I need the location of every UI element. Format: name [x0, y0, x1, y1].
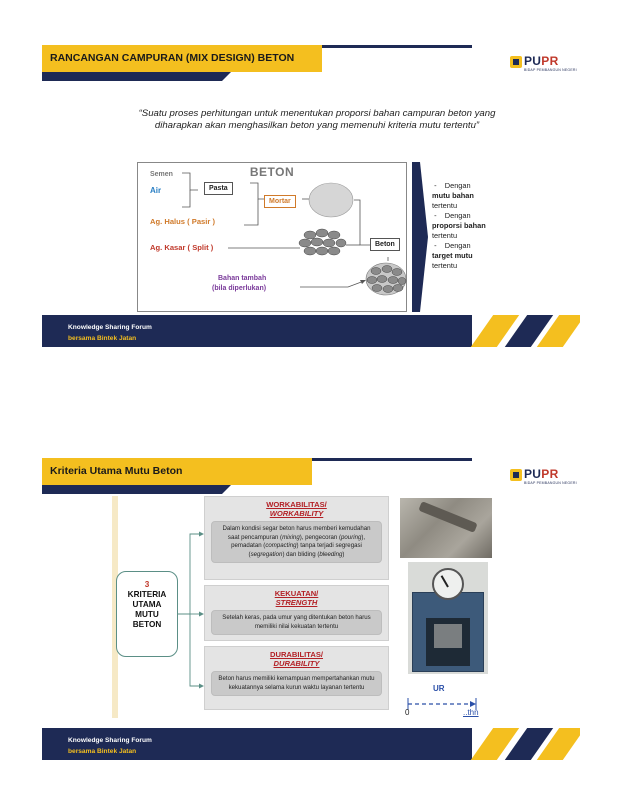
kriteria-line: UTAMA — [132, 600, 162, 609]
box-pasta: Pasta — [204, 182, 233, 195]
criteria-item: - Dengan target mutu tertentu — [432, 241, 473, 270]
compression-test-photo — [408, 562, 488, 674]
criteria-item: - Dengan mutu bahan tertentu — [432, 181, 474, 210]
slide-mix-design — [42, 45, 580, 347]
ur-timeline — [400, 680, 510, 720]
logo-text: PUPR — [524, 467, 559, 481]
panel-workability — [204, 496, 389, 580]
kriteria-number: 3 — [144, 580, 150, 589]
footer-bintek: bersama Bintek Jatan — [68, 748, 137, 755]
label-air: Air — [150, 186, 162, 195]
diagram-connectors — [138, 163, 408, 313]
header-navy-bar — [42, 72, 222, 81]
box-beton: Beton — [370, 238, 400, 251]
kriteria-line: BETON — [132, 620, 162, 629]
panel-strength — [204, 585, 389, 641]
logo-subtitle: BIDAP PEMBANGUN NEGERI — [524, 68, 577, 72]
label-bila-diperlukan: (bila diperlukan) — [212, 285, 267, 292]
mortar-image — [309, 183, 353, 217]
footer-forum: Knowledge Sharing Forum — [68, 737, 152, 744]
beton-diagram — [137, 162, 407, 312]
aside-bar — [412, 162, 420, 312]
footer-band — [42, 728, 472, 760]
slide-title: RANCANGAN CAMPURAN (MIX DESIGN) BETON — [50, 52, 295, 64]
aside-arrow — [420, 162, 428, 312]
header-navy-tip — [222, 72, 231, 81]
criteria-list — [432, 181, 522, 271]
ur-label: UR — [433, 684, 445, 693]
concrete-image — [366, 263, 406, 295]
pupr-logo — [510, 54, 577, 75]
logo-text: PUPR — [524, 54, 559, 68]
label-ag-kasar: Ag. Kasar ( Split ) — [150, 243, 214, 252]
panel-description: Beton harus memiliki kemampuan mempertahankan mutu kekuatannya selama kurun waktu layanan tertentu — [211, 671, 382, 696]
logo-subtitle: BIDAP PEMBANGUN NEGERI — [524, 481, 577, 485]
footer-bintek: bersama Bintek Jatan — [68, 335, 137, 342]
slide-kriteria — [42, 458, 580, 760]
panel-title: DURABILITAS/ DURABILITY — [269, 650, 323, 668]
pupr-logo-icon — [510, 56, 522, 68]
header-thin-line — [322, 45, 472, 48]
slide-footer — [42, 728, 580, 760]
slide-title: Kriteria Utama Mutu Beton — [50, 465, 183, 477]
criteria-item: - Dengan proporsi bahan tertentu — [432, 211, 486, 240]
kriteria-line: KRITERIA — [127, 590, 167, 599]
definition-quote: “Suatu proses perhitungan untuk menentukan proporsi bahan campuran beton yang diharapkan akan menghasilkan beton yang memenuhi kriteria mutu tertentu” — [138, 108, 496, 131]
panel-title: KEKUATAN/ STRENGTH — [274, 589, 319, 607]
box-mortar: Mortar — [264, 195, 296, 208]
ur-end: ..thn — [463, 708, 479, 717]
panel-title: WORKABILITAS/ WORKABILITY — [266, 500, 327, 518]
panel-description: Dalam kondisi segar beton harus memberi kemudahan saat pencampuran (mixing), pengecoran (pouring), pemadatan (compacting) tanpa terjadi segregasi (segregation) dan bliding (bleeding) — [211, 521, 382, 563]
slide-footer — [42, 315, 580, 347]
footer-band — [42, 315, 472, 347]
ur-zero: 0 — [405, 708, 410, 717]
panel-durability — [204, 646, 389, 710]
label-semen: Semen — [150, 171, 173, 178]
aggregate-image — [299, 229, 346, 255]
footer-forum: Knowledge Sharing Forum — [68, 324, 152, 331]
kriteria-line: MUTU — [135, 610, 159, 619]
panel-description: Setelah keras, pada umur yang ditentukan beton harus memiliki nilai kekuatan tertentu — [211, 610, 382, 635]
fresh-concrete-photo — [400, 498, 492, 558]
label-bahan-tambah: Bahan tambah — [218, 275, 267, 282]
diagram-title: BETON — [249, 165, 295, 179]
kriteria-box — [116, 571, 178, 657]
label-ag-halus: Ag. Halus ( Pasir ) — [150, 217, 215, 226]
